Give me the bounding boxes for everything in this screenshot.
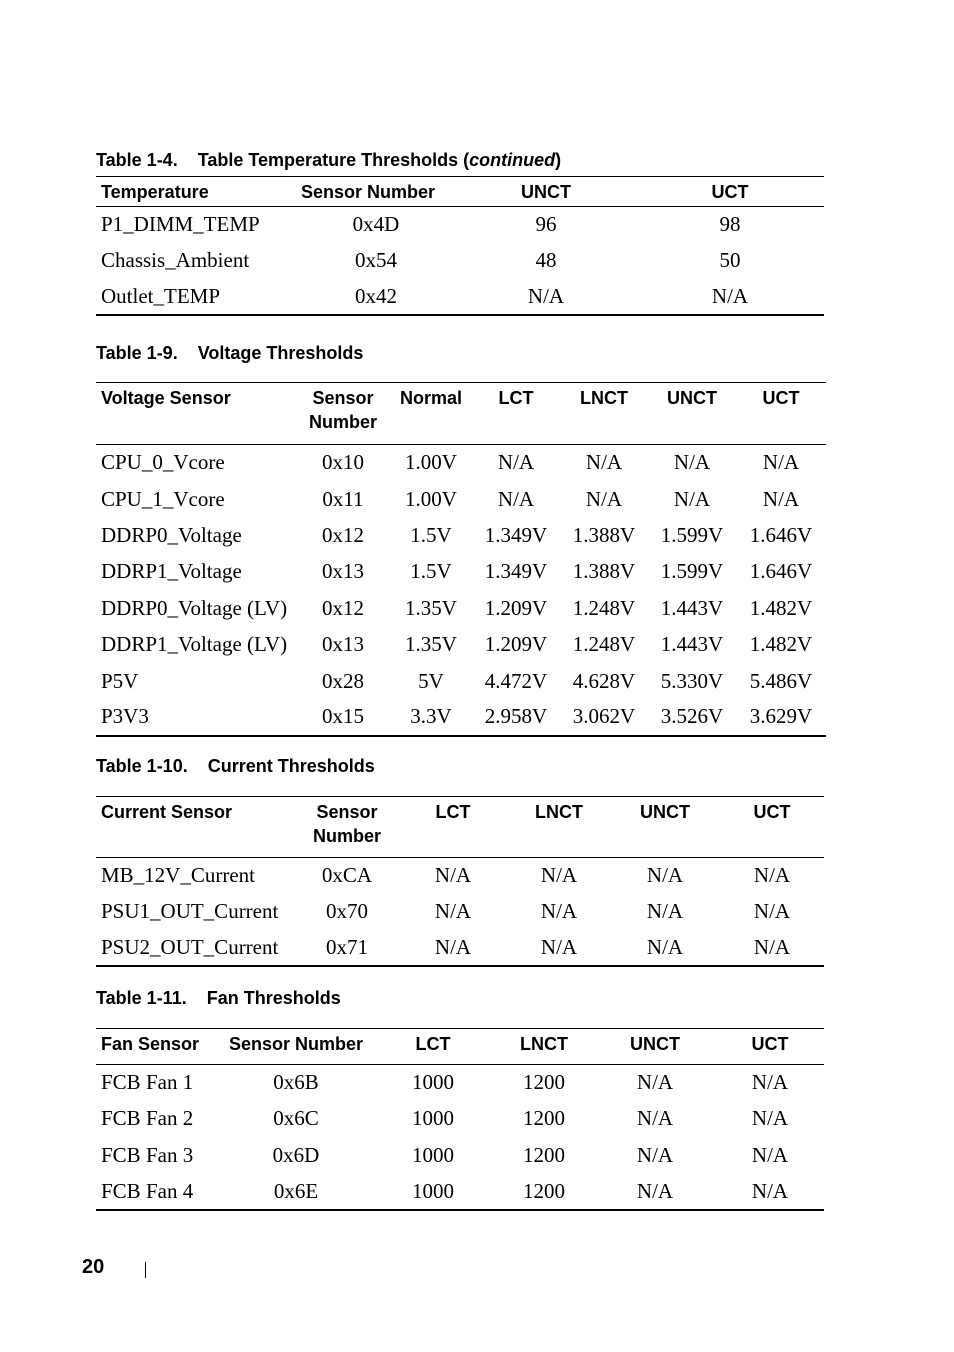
- table-row: [96, 554, 826, 590]
- sensor-name-cell: PSU2_OUT_Current: [101, 935, 279, 960]
- sensor-name-cell: P1_DIMM_TEMP: [101, 212, 260, 237]
- table-cell: N/A: [540, 935, 578, 960]
- column-header: UNCT: [640, 802, 690, 822]
- table-cell: 4.628V: [572, 668, 636, 693]
- table-cell: 0x13: [322, 632, 364, 657]
- column-header: UCT: [711, 182, 749, 202]
- table-cell: 0x12: [322, 522, 364, 547]
- table-cell: 1.646V: [749, 522, 813, 547]
- table-cell: N/A: [636, 1178, 674, 1203]
- column-header: Sensor Number: [301, 182, 436, 202]
- column-header: UNCT: [667, 388, 717, 408]
- table-header-row: [96, 177, 824, 207]
- column-header: LNCT: [535, 802, 583, 822]
- column-header: LCT: [498, 388, 534, 408]
- table-cell: 3.629V: [749, 704, 813, 729]
- table-row: [96, 894, 824, 930]
- table-cell: 1000: [412, 1070, 454, 1095]
- table-cell: 0x10: [322, 450, 364, 475]
- table-cell: 1.35V: [405, 595, 457, 620]
- table-cell: 1.35V: [405, 632, 457, 657]
- table-cell: 1.646V: [749, 559, 813, 584]
- column-header: UCT: [762, 388, 800, 408]
- column-header: Temperature: [101, 182, 209, 202]
- column-header: UNCT: [521, 182, 571, 202]
- column-header: LCT: [415, 1034, 451, 1054]
- table-cell: 5.330V: [660, 668, 724, 693]
- sensor-name-cell: DDRP1_Voltage: [101, 559, 242, 584]
- table-current-caption-number: Table 1-10.: [96, 756, 188, 776]
- table-cell: N/A: [497, 486, 535, 511]
- table-cell: N/A: [762, 486, 800, 511]
- table-cell: 0xCA: [321, 863, 373, 888]
- sensor-name-cell: FCB Fan 1: [101, 1070, 194, 1095]
- sensor-name-cell: DDRP0_Voltage: [101, 522, 242, 547]
- table-voltage-caption: [96, 343, 363, 364]
- table-cell: 1.443V: [660, 632, 724, 657]
- table-cell: 3.3V: [410, 704, 452, 729]
- table-cell: N/A: [753, 935, 791, 960]
- table-row: [96, 626, 826, 662]
- page-number: 20: [82, 1256, 105, 1278]
- table-cell: N/A: [636, 1142, 674, 1167]
- table-cell: 0x6D: [272, 1142, 320, 1167]
- table-cell: 4.472V: [484, 668, 548, 693]
- table-cell: 0x6C: [273, 1106, 319, 1131]
- footer-separator: [145, 1262, 146, 1278]
- table-cell: N/A: [753, 863, 791, 888]
- table-row: [96, 481, 826, 517]
- table-cell: 1.482V: [749, 595, 813, 620]
- table-cell: N/A: [673, 450, 711, 475]
- sensor-name-cell: DDRP0_Voltage (LV): [101, 595, 288, 620]
- table-row: [96, 1137, 824, 1173]
- table-row: [96, 207, 824, 243]
- table-fan-caption-title: Fan Thresholds: [206, 988, 341, 1008]
- table-cell: 0x71: [326, 935, 368, 960]
- table-row: [96, 663, 826, 699]
- column-header: UCT: [753, 802, 791, 822]
- table-temp-caption-close: ): [555, 150, 562, 170]
- table-cell: 0x11: [322, 486, 364, 511]
- table-temp-caption-number: Table 1-4.: [96, 150, 178, 170]
- column-header: Sensor Number: [228, 1034, 364, 1054]
- table-row: [96, 243, 824, 279]
- table-cell: 1.248V: [572, 595, 636, 620]
- sensor-name-cell: FCB Fan 2: [101, 1106, 194, 1131]
- table-cell: 1.443V: [660, 595, 724, 620]
- table-cell: 1.599V: [660, 522, 724, 547]
- table-cell: 48: [535, 248, 557, 272]
- table-header-row: [96, 797, 824, 858]
- table-temperature-thresholds: [96, 176, 824, 316]
- column-header: Current Sensor: [101, 802, 233, 822]
- table-cell: N/A: [585, 486, 623, 511]
- table-cell: 0x6B: [273, 1070, 319, 1095]
- table-cell: 1.209V: [484, 632, 548, 657]
- table-cell: N/A: [673, 486, 711, 511]
- table-cell: N/A: [751, 1106, 789, 1131]
- table-cell: 1000: [412, 1106, 454, 1131]
- table-cell: 0x42: [355, 283, 397, 308]
- table-row: [96, 699, 826, 735]
- table-row: [96, 445, 826, 481]
- table-cell: N/A: [751, 1070, 789, 1095]
- table-current-thresholds: [96, 796, 824, 967]
- sensor-name-cell: MB_12V_Current: [101, 863, 255, 888]
- table-cell: 5.486V: [749, 668, 813, 693]
- table-cell: 1200: [523, 1178, 565, 1203]
- table-cell: 0x28: [322, 668, 364, 693]
- table-cell: 5V: [418, 668, 444, 693]
- table-cell: 1200: [523, 1142, 565, 1167]
- table-cell: 96: [535, 212, 557, 237]
- table-cell: 3.062V: [572, 704, 636, 729]
- table-cell: 3.526V: [660, 704, 724, 729]
- table-cell: N/A: [497, 450, 535, 475]
- table-current-caption-title: Current Thresholds: [207, 756, 375, 776]
- table-cell: N/A: [434, 935, 472, 960]
- table-row: [96, 279, 824, 315]
- table-cell: N/A: [762, 450, 800, 475]
- table-cell: 1.388V: [572, 559, 636, 584]
- table-cell: 0x6E: [273, 1178, 319, 1203]
- table-cell: 1.349V: [484, 522, 548, 547]
- table-cell: 0x15: [322, 704, 364, 729]
- column-header: Sensor Number: [312, 802, 381, 846]
- table-header-row: [96, 1029, 824, 1065]
- table-cell: 1.209V: [484, 595, 548, 620]
- column-header: UCT: [751, 1034, 789, 1054]
- table-cell: N/A: [636, 1070, 674, 1095]
- table-cell: 1.248V: [572, 632, 636, 657]
- table-fan-caption: [96, 988, 341, 1009]
- column-header: LCT: [435, 802, 471, 822]
- column-header: Fan Sensor: [101, 1034, 200, 1054]
- table-temp-caption-continued: continued: [469, 150, 556, 170]
- table-fan-thresholds: [96, 1028, 824, 1211]
- table-cell: 50: [719, 248, 741, 272]
- sensor-name-cell: P5V: [101, 668, 139, 693]
- table-cell: N/A: [636, 1106, 674, 1131]
- table-cell: 1.5V: [410, 559, 452, 584]
- table-cell: 0x54: [355, 248, 397, 272]
- column-header: Voltage Sensor: [101, 388, 231, 408]
- column-header: Sensor Number: [308, 388, 377, 432]
- sensor-name-cell: CPU_0_Vcore: [101, 450, 225, 475]
- table-cell: 1000: [412, 1142, 454, 1167]
- sensor-name-cell: CPU_1_Vcore: [101, 486, 225, 511]
- table-cell: N/A: [527, 283, 565, 308]
- table-cell: 1.599V: [660, 559, 724, 584]
- table-row: [96, 930, 824, 966]
- table-cell: N/A: [540, 899, 578, 924]
- table-voltage-caption-title: Voltage Thresholds: [197, 343, 364, 363]
- table-row: [96, 517, 826, 553]
- table-cell: N/A: [646, 863, 684, 888]
- column-header: LNCT: [520, 1034, 568, 1054]
- table-cell: N/A: [434, 863, 472, 888]
- table-temp-caption-title: Table Temperature Thresholds (: [197, 150, 470, 170]
- table-temp-caption: [96, 150, 561, 171]
- table-cell: N/A: [646, 935, 684, 960]
- sensor-name-cell: DDRP1_Voltage (LV): [101, 632, 288, 657]
- table-cell: 2.958V: [484, 704, 548, 729]
- table-cell: 1.00V: [405, 450, 457, 475]
- sensor-name-cell: P3V3: [101, 704, 149, 729]
- table-cell: 1.349V: [484, 559, 548, 584]
- table-row: [96, 590, 826, 626]
- sensor-name-cell: FCB Fan 3: [101, 1142, 194, 1167]
- column-header: UNCT: [630, 1034, 680, 1054]
- table-cell: 1200: [523, 1106, 565, 1131]
- table-cell: 1.00V: [405, 486, 457, 511]
- table-row: [96, 1101, 824, 1137]
- table-cell: N/A: [751, 1142, 789, 1167]
- table-row: [96, 1065, 824, 1101]
- table-cell: 0x13: [322, 559, 364, 584]
- table-cell: 0x12: [322, 595, 364, 620]
- table-cell: N/A: [753, 899, 791, 924]
- table-cell: N/A: [646, 899, 684, 924]
- table-fan-caption-number: Table 1-11.: [96, 988, 187, 1008]
- table-voltage-caption-number: Table 1-9.: [96, 343, 178, 363]
- column-header: Normal: [399, 388, 462, 408]
- table-cell: 1200: [523, 1070, 565, 1095]
- table-cell: N/A: [585, 450, 623, 475]
- column-header: LNCT: [580, 388, 628, 408]
- table-header-row: [96, 383, 826, 445]
- sensor-name-cell: Outlet_TEMP: [101, 283, 220, 308]
- table-voltage-thresholds: [96, 382, 826, 737]
- table-cell: 1.482V: [749, 632, 813, 657]
- sensor-name-cell: FCB Fan 4: [101, 1178, 194, 1203]
- table-cell: N/A: [711, 283, 749, 308]
- table-row: [96, 1173, 824, 1209]
- table-cell: N/A: [540, 863, 578, 888]
- table-cell: N/A: [751, 1178, 789, 1203]
- table-cell: 1.5V: [410, 522, 452, 547]
- sensor-name-cell: PSU1_OUT_Current: [101, 899, 279, 924]
- sensor-name-cell: Chassis_Ambient: [101, 248, 250, 272]
- table-current-caption: [96, 756, 375, 777]
- table-cell: N/A: [434, 899, 472, 924]
- table-cell: 0x4D: [352, 212, 400, 237]
- table-cell: 1.388V: [572, 522, 636, 547]
- table-cell: 98: [719, 212, 741, 237]
- table-cell: 1000: [412, 1178, 454, 1203]
- table-cell: 0x70: [326, 899, 368, 924]
- table-row: [96, 858, 824, 894]
